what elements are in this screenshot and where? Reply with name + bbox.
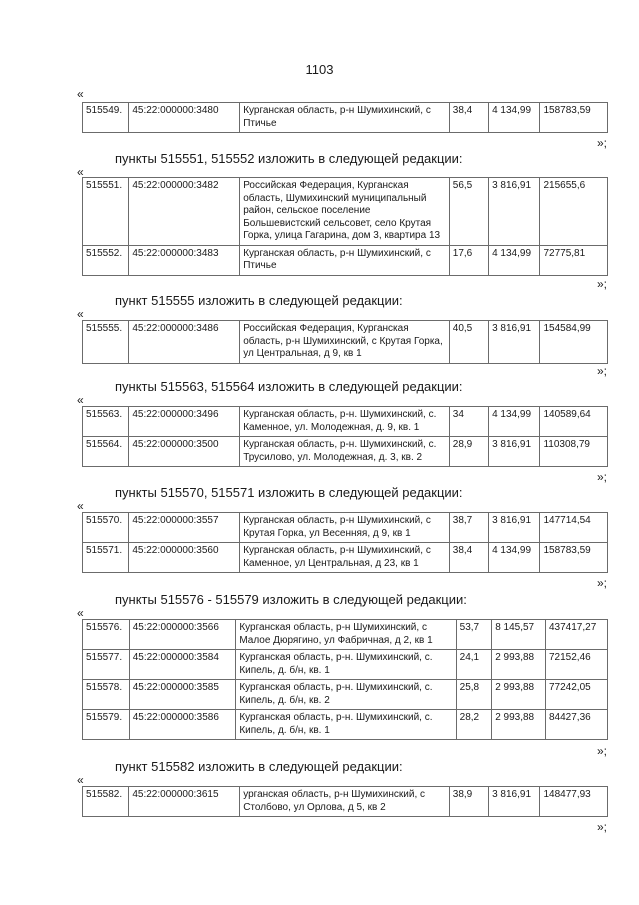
close-quote: »; <box>597 820 608 834</box>
open-quote: « <box>77 773 84 787</box>
table-row <box>83 407 608 437</box>
cell-price: 2 993,88 <box>492 710 546 740</box>
table-row <box>83 321 608 364</box>
close-quote: »; <box>597 364 608 378</box>
record-table <box>82 406 608 467</box>
cell-area: 38,4 <box>449 103 488 133</box>
cell-area: 38,7 <box>449 513 488 543</box>
close-quote: »; <box>597 277 608 291</box>
cell-address: Российская Федерация, Курганская область, р-н Шумихинский, с Крутая Горка, ул Центральная, д 9, кв 1 <box>240 321 450 364</box>
cell-area: 34 <box>449 407 488 437</box>
table-row <box>83 543 608 573</box>
section-heading: пункты 515570, 515571 изложить в следующей редакции: <box>115 485 463 500</box>
cell-value: 148477,93 <box>540 787 608 817</box>
cell-area: 17,6 <box>449 245 488 275</box>
section-heading: пункт 515555 изложить в следующей редакции: <box>115 293 403 308</box>
cell-address: Курганская область, р-н Шумихинский, с Птичье <box>240 245 450 275</box>
cell-address: Российская Федерация, Курганская область, Шумихинский муниципальный район, сельское поселение Большевистский сельсовет, село Крутая Горка, улица Гагарина, дом 3, квартира 13 <box>240 178 450 246</box>
table-row <box>83 787 608 817</box>
cell-area: 40,5 <box>449 321 488 364</box>
open-quote: « <box>77 499 84 513</box>
cell-cadastral-number: 45:22:000000:3496 <box>129 407 240 437</box>
cell-price: 4 134,99 <box>489 103 540 133</box>
table-row <box>83 178 608 246</box>
cell-address: Курганская область, р-н. Шумихинский, с. Трусилово, ул. Молодежная, д. 3, кв. 2 <box>240 437 450 467</box>
cell-address: Курганская область, р-н Шумихинский, с Каменное, ул Центральная, д 23, кв 1 <box>240 543 450 573</box>
cell-area: 38,4 <box>449 543 488 573</box>
cell-price: 3 816,91 <box>489 178 540 246</box>
cell-price: 3 816,91 <box>489 321 540 364</box>
cell-value: 77242,05 <box>546 680 608 710</box>
cell-value: 215655,6 <box>540 178 608 246</box>
cell-cadastral-number: 45:22:000000:3500 <box>129 437 240 467</box>
cell-price: 8 145,57 <box>492 620 546 650</box>
open-quote: « <box>77 393 84 407</box>
cell-price: 4 134,99 <box>489 407 540 437</box>
cell-area: 24,1 <box>456 650 492 680</box>
cell-item-number: 515571. <box>83 543 129 573</box>
cell-value: 110308,79 <box>540 437 608 467</box>
cell-price: 4 134,99 <box>489 245 540 275</box>
cell-item-number: 515549. <box>83 103 129 133</box>
section-heading: пункт 515582 изложить в следующей редакции: <box>115 759 403 774</box>
open-quote: « <box>77 606 84 620</box>
cell-item-number: 515563. <box>83 407 129 437</box>
cell-price: 3 816,91 <box>489 787 540 817</box>
table-row <box>83 103 608 133</box>
cell-area: 28,9 <box>449 437 488 467</box>
cell-item-number: 515577. <box>83 650 130 680</box>
table-row <box>83 680 608 710</box>
cell-value: 158783,59 <box>540 543 608 573</box>
cell-value: 72775,81 <box>540 245 608 275</box>
open-quote: « <box>77 165 84 179</box>
cell-price: 3 816,91 <box>489 513 540 543</box>
cell-value: 84427,36 <box>546 710 608 740</box>
cell-cadastral-number: 45:22:000000:3486 <box>129 321 240 364</box>
cell-address: Курганская область, р-н Шумихинский, с Птичье <box>240 103 450 133</box>
cell-address: Курганская область, р-н. Шумихинский, с. Кипель, д. б/н, кв. 1 <box>236 650 456 680</box>
record-table <box>82 786 608 817</box>
record-table <box>82 102 608 133</box>
open-quote: « <box>77 307 84 321</box>
cell-item-number: 515578. <box>83 680 130 710</box>
record-table <box>82 177 608 276</box>
cell-value: 154584,99 <box>540 321 608 364</box>
cell-cadastral-number: 45:22:000000:3483 <box>129 245 240 275</box>
cell-cadastral-number: 45:22:000000:3557 <box>129 513 240 543</box>
cell-cadastral-number: 45:22:000000:3585 <box>129 680 236 710</box>
cell-cadastral-number: 45:22:000000:3560 <box>129 543 240 573</box>
cell-value: 140589,64 <box>540 407 608 437</box>
cell-item-number: 515576. <box>83 620 130 650</box>
section-heading: пункты 515576 - 515579 изложить в следующей редакции: <box>115 592 467 607</box>
cell-item-number: 515552. <box>83 245 129 275</box>
record-table <box>82 320 608 364</box>
section-heading: пункты 515551, 515552 изложить в следующей редакции: <box>115 151 463 166</box>
cell-cadastral-number: 45:22:000000:3482 <box>129 178 240 246</box>
cell-address: Курганская область, р-н Шумихинский, с Крутая Горка, ул Весенняя, д 9, кв 1 <box>240 513 450 543</box>
table-row <box>83 245 608 275</box>
cell-value: 147714,54 <box>540 513 608 543</box>
close-quote: »; <box>597 576 608 590</box>
cell-area: 25,8 <box>456 680 492 710</box>
cell-item-number: 515579. <box>83 710 130 740</box>
cell-cadastral-number: 45:22:000000:3586 <box>129 710 236 740</box>
cell-item-number: 515551. <box>83 178 129 246</box>
close-quote: »; <box>597 470 608 484</box>
cell-price: 2 993,88 <box>492 650 546 680</box>
close-quote: »; <box>597 744 608 758</box>
table-row <box>83 437 608 467</box>
section-heading: пункты 515563, 515564 изложить в следующей редакции: <box>115 379 463 394</box>
cell-item-number: 515564. <box>83 437 129 467</box>
close-quote: »; <box>597 136 608 150</box>
cell-area: 28,2 <box>456 710 492 740</box>
cell-address: Курганская область, р-н Шумихинский, с Малое Дюрягино, ул Фабричная, д 2, кв 1 <box>236 620 456 650</box>
cell-value: 72152,46 <box>546 650 608 680</box>
table-row <box>83 650 608 680</box>
cell-item-number: 515555. <box>83 321 129 364</box>
record-table <box>82 619 608 740</box>
cell-cadastral-number: 45:22:000000:3584 <box>129 650 236 680</box>
cell-item-number: 515570. <box>83 513 129 543</box>
cell-value: 158783,59 <box>540 103 608 133</box>
cell-address: Курганская область, р-н. Шумихинский, с. Каменное, ул. Молодежная, д. 9, кв. 1 <box>240 407 450 437</box>
cell-value: 437417,27 <box>546 620 608 650</box>
cell-area: 53,7 <box>456 620 492 650</box>
table-row <box>83 513 608 543</box>
record-table <box>82 512 608 573</box>
cell-price: 2 993,88 <box>492 680 546 710</box>
table-row <box>83 710 608 740</box>
cell-cadastral-number: 45:22:000000:3566 <box>129 620 236 650</box>
cell-address: Курганская область, р-н. Шумихинский, с. Кипель, д. б/н, кв. 2 <box>236 680 456 710</box>
cell-price: 4 134,99 <box>489 543 540 573</box>
page-number: 1103 <box>305 62 334 77</box>
open-quote: « <box>77 87 84 101</box>
cell-cadastral-number: 45:22:000000:3480 <box>129 103 240 133</box>
table-row <box>83 620 608 650</box>
cell-price: 3 816,91 <box>489 437 540 467</box>
cell-area: 38,9 <box>449 787 488 817</box>
cell-item-number: 515582. <box>83 787 129 817</box>
cell-address: урганская область, р-н Шумихинский, с Столбово, ул Орлова, д 5, кв 2 <box>240 787 450 817</box>
cell-address: Курганская область, р-н. Шумихинский, с. Кипель, д. б/н, кв. 1 <box>236 710 456 740</box>
cell-cadastral-number: 45:22:000000:3615 <box>129 787 240 817</box>
cell-area: 56,5 <box>449 178 488 246</box>
